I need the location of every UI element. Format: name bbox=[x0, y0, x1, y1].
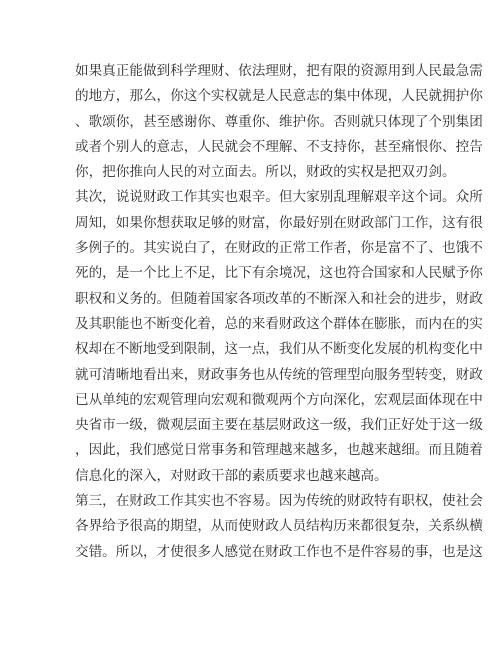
text-line: 央省市一级，微观层面主要在基层财政这一级，我们正好处于这一级 bbox=[75, 417, 483, 434]
text-line: 就可清晰地看出来，财政事务也从传统的管理型向服务型转变，财政 bbox=[75, 366, 483, 383]
text-line: 第三，在财政工作其实也不容易。因为传统的财政特有职权，使社会 bbox=[75, 493, 483, 510]
text-line: 及其职能也不断变化着，总的来看财政这个群体在膨胀，而内在的实 bbox=[75, 315, 483, 332]
text-line: 或者个别人的意志，人民就会不理解、不支持你，甚至痛恨你、控告 bbox=[75, 138, 483, 155]
text-line: 职权和义务的。但随着国家各项改革的不断深入和社会的进步，财政 bbox=[75, 290, 483, 307]
text-line: 死的，是一个比上不足，比下有余境况，这也符合国家和人民赋予你 bbox=[75, 265, 483, 282]
document-body bbox=[75, 59, 483, 565]
text-line: ，因此，我们感觉日常事务和管理越来越多，也越来越细。而且随着 bbox=[75, 442, 483, 459]
text-line: 如果真正能做到科学理财、依法理财，把有限的资源用到人民最急需 bbox=[75, 63, 483, 79]
text-line: 多例子的。其实说白了，在财政的正常工作者，你是富不了、也饿不 bbox=[75, 240, 483, 257]
text-line: 已从单纯的宏观管理向宏观和微观两个方向深化，宏观层面体现在中 bbox=[75, 391, 483, 408]
text-line: 交错。所以，才使很多人感觉在财政工作也不是件容易的事，也是这 bbox=[75, 543, 483, 560]
text-line: 权却在不断地受到限制，这一点，我们从不断变化发展的机构变化中 bbox=[75, 341, 483, 358]
text-line: 其次，说说财政工作其实也艰辛。但大家别乱理解艰辛这个词。众所 bbox=[75, 189, 483, 206]
text-line: 、歌颂你，甚至感谢你、尊重你、维护你。否则就只体现了个别集团 bbox=[75, 113, 483, 130]
text-line: 的地方，那么，你这个实权就是人民意志的集中体现，人民就拥护你 bbox=[75, 88, 483, 105]
text-line: 各界给予很高的期望，从而使财政人员结构历来都很复杂，关系纵横 bbox=[75, 518, 483, 535]
text-line: 信息化的深入，对财政干部的素质要求也越来越高。 bbox=[75, 467, 388, 484]
text-line: 周知，如果你想获取足够的财富，你最好别在财政部门工作，这有很 bbox=[75, 214, 483, 231]
text-line: 你，把你推向人民的对立面去。所以，财政的实权是把双刃剑。 bbox=[75, 164, 456, 181]
